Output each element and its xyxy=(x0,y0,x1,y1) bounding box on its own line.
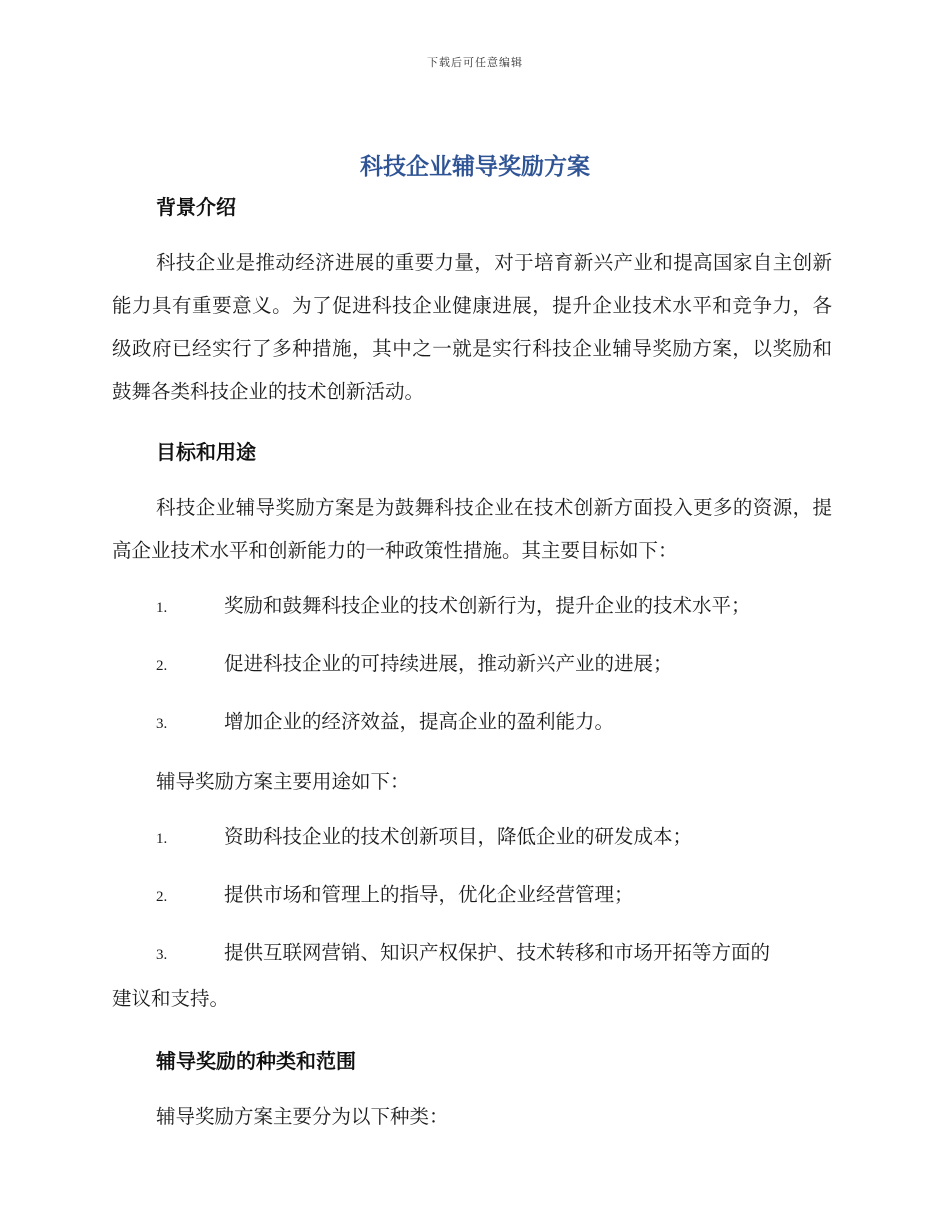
use-item-continuation: 建议和支持。 xyxy=(112,987,230,1010)
goal-item-number: 3. xyxy=(156,716,168,732)
types-paragraph: 辅导奖励方案主要分为以下种类： xyxy=(156,1105,449,1128)
section-heading-background: 背景介绍 xyxy=(156,195,236,219)
goal-item-number: 2. xyxy=(156,658,168,674)
use-item xyxy=(112,815,832,861)
goal-item xyxy=(112,700,832,746)
page-header-note: 下载后可任意编辑 xyxy=(427,56,523,69)
goal-item xyxy=(112,584,832,630)
goals-paragraph: 科技企业辅导奖励方案是为鼓舞科技企业在技术创新方面投入更多的资源，提高企业技术水平和创新能力的一种政策性措施。其主要目标如下： xyxy=(112,496,832,562)
document-title: 科技企业辅导奖励方案 xyxy=(360,154,590,180)
use-item-number: 3. xyxy=(156,947,168,963)
section-heading-types: 辅导奖励的种类和范围 xyxy=(156,1049,356,1073)
goal-item-text: 增加企业的经济效益，提高企业的盈利能力。 xyxy=(224,710,615,733)
use-item-number: 1. xyxy=(156,831,168,847)
uses-intro: 辅导奖励方案主要用途如下： xyxy=(156,770,410,793)
use-item xyxy=(112,931,832,1020)
document-body xyxy=(112,186,832,1138)
use-item-text: 资助科技企业的技术创新项目，降低企业的研发成本； xyxy=(224,825,693,848)
use-item-text: 提供市场和管理上的指导，优化企业经营管理； xyxy=(224,883,634,906)
goal-item-number: 1. xyxy=(156,600,168,616)
goal-item xyxy=(112,642,832,688)
goal-item-text: 奖励和鼓舞科技企业的技术创新行为，提升企业的技术水平； xyxy=(224,594,751,617)
use-item-number: 2. xyxy=(156,889,168,905)
background-paragraph: 科技企业是推动经济进展的重要力量，对于培育新兴产业和提高国家自主创新能力具有重要意义。为了促进科技企业健康进展，提升企业技术水平和竞争力，各级政府已经实行了多种措施，其中之一就是实行科技企业辅导奖励方案，以奖励和鼓舞各类科技企业的技术创新活动。 xyxy=(112,251,832,403)
section-heading-goals: 目标和用途 xyxy=(156,440,256,464)
use-item xyxy=(112,873,832,919)
use-item-text: 提供互联网营销、知识产权保护、技术转移和市场开拓等方面的 xyxy=(224,941,771,964)
goal-item-text: 促进科技企业的可持续进展，推动新兴产业的进展； xyxy=(224,652,673,675)
